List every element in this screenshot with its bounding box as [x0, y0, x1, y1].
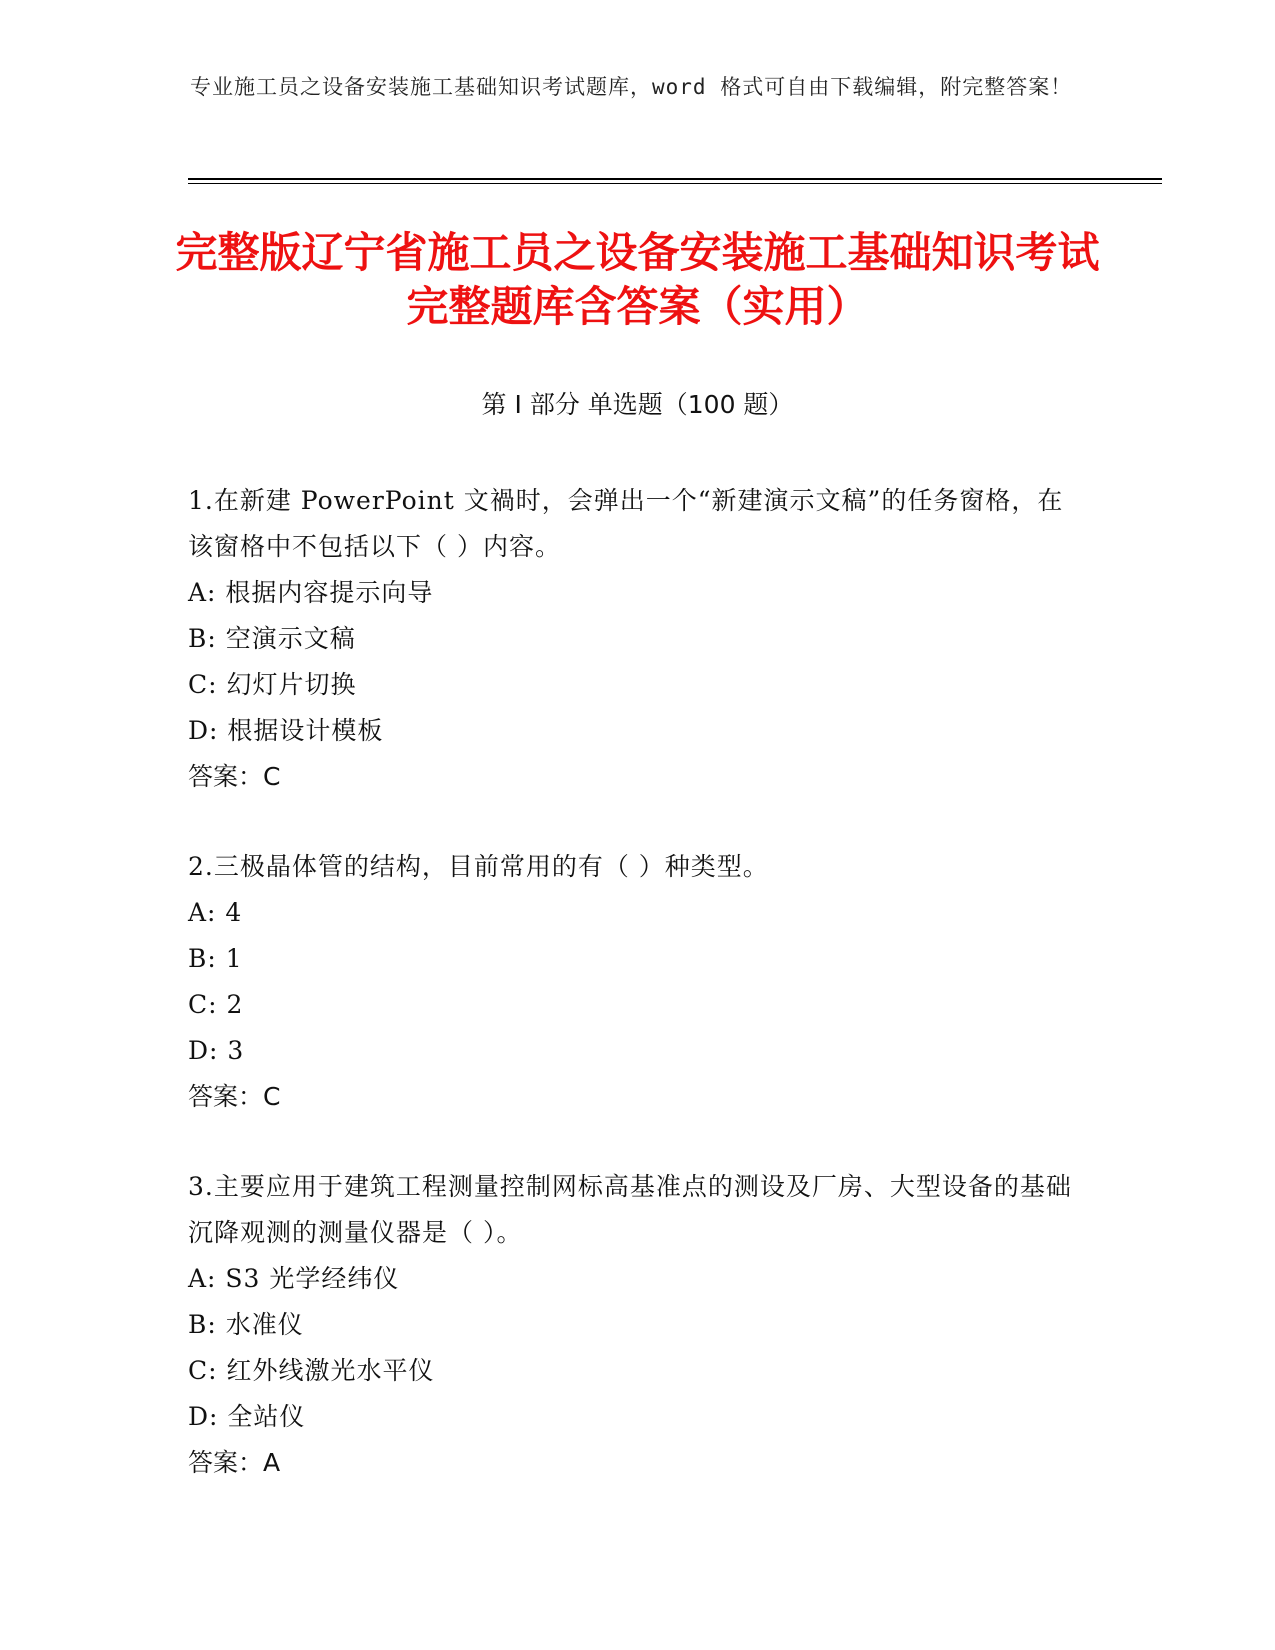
question-3	[188, 1164, 1088, 1486]
option-c: C: 幻灯片切换	[188, 670, 357, 699]
section-heading: 第 I 部分 单选题（100 题）	[481, 390, 794, 419]
option-b: B: 水准仪	[188, 1310, 304, 1339]
answer-line: 答案：C	[188, 762, 281, 791]
option-a: A: S3 光学经纬仪	[188, 1264, 400, 1293]
option-d: D: 3	[188, 1036, 245, 1065]
question-stem: 1.在新建 PowerPoint 文禍时，会弹出一个“新建演示文稿”的任务窗格，在该窗格中不包括以下（ ）内容。	[188, 486, 1064, 561]
option-d: D: 全站仪	[188, 1402, 306, 1431]
question-stem: 2.三极晶体管的结构，目前常用的有（ ）种类型。	[188, 852, 769, 881]
option-c: C: 红外线激光水平仪	[188, 1356, 435, 1385]
option-a: A: 4	[188, 898, 243, 927]
option-b: B: 空演示文稿	[188, 624, 356, 653]
document-title: 完整版辽宁省施工员之设备安装施工基础知识考试完整题库含答案（实用）	[175, 228, 1100, 331]
option-a: A: 根据内容提示向导	[188, 578, 434, 607]
option-b: B: 1	[188, 944, 243, 973]
option-c: C: 2	[188, 990, 244, 1019]
header-rule-thin	[188, 183, 1162, 184]
option-d: D: 根据设计模板	[188, 716, 384, 745]
question-1	[188, 478, 1088, 800]
question-2	[188, 844, 1088, 1120]
header-note: 专业施工员之设备安装施工基础知识考试题库，word 格式可自由下载编辑，附完整答案！	[190, 75, 1073, 99]
question-stem: 3.主要应用于建筑工程测量控制网标高基准点的测设及厂房、大型设备的基础沉降观测的测量仪器是（ ）。	[188, 1172, 1072, 1247]
answer-line: 答案：A	[188, 1448, 281, 1477]
answer-line: 答案：C	[188, 1082, 281, 1111]
header-rule-thick	[188, 178, 1162, 180]
